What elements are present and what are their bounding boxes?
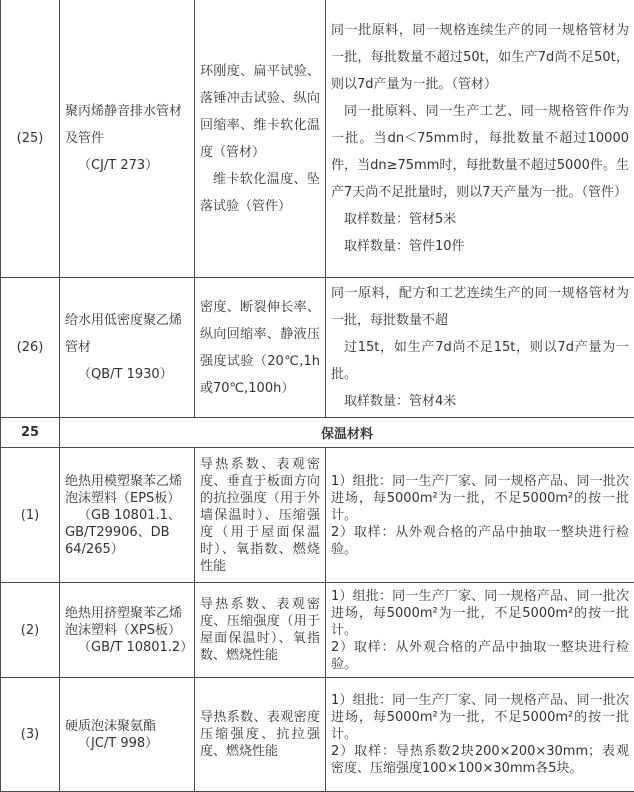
section-number: 25 xyxy=(1,418,60,448)
test-items-cell xyxy=(195,278,326,418)
product-name: 绝热用挤塑聚苯乙烯泡沫塑料（XPS板） xyxy=(65,605,189,639)
product-name-cell xyxy=(60,678,195,792)
sampling-rule: 2）取样：从外观合格的产品中抽取一整块进行检验。 xyxy=(331,524,629,558)
test-items: 导热系数、表观密度、垂直于板面方向的抗拉强度（用于外墙保温时）、压缩强度（用于屋面保温时）、氧指数、燃烧性能 xyxy=(200,456,320,575)
sampling-rules-cell xyxy=(326,278,634,418)
section-title: 保温材料 xyxy=(60,418,634,448)
row-number: (1) xyxy=(1,448,60,583)
sampling-rule: 同一原料，配方和工艺连续生产的同一规格管材为一批，每批数量不超 xyxy=(331,280,629,334)
test-items-cell xyxy=(195,448,326,583)
product-name: 绝热用模塑聚苯乙烯泡沫塑料（EPS板） xyxy=(65,473,189,507)
sampling-rule: 2）取样：从外观合格的产品中抽取一整块进行检验。 xyxy=(331,639,629,673)
batch-rule: 1）组批：同一生产厂家、同一规格产品、同一批次进场，每5000m²为一批，不足5000m²的按一批计。 xyxy=(331,588,629,639)
sampling-rule: 取样数量：管材5米 xyxy=(331,206,629,233)
test-items-cell xyxy=(195,678,326,792)
test-items-cell xyxy=(195,0,326,278)
test-items: 导热系数、表观密度压缩强度、抗拉强度、燃烧性能 xyxy=(200,709,320,760)
product-name-cell xyxy=(60,0,195,278)
standard-code: （CJ/T 273） xyxy=(65,152,189,179)
table-row xyxy=(1,448,634,583)
product-name-cell xyxy=(60,278,195,418)
row-number: (2) xyxy=(1,583,60,678)
test-items: 环刚度、扁平试验、落锤冲击试验、纵向回缩率、维卡软化温度（管材） xyxy=(200,58,320,166)
row-number: (3) xyxy=(1,678,60,792)
product-name-cell xyxy=(60,448,195,583)
product-name: 给水用低密度聚乙烯管材 xyxy=(65,307,189,361)
sampling-rules-cell xyxy=(326,448,634,583)
standard-code: （GB 10801.1、GB/T29906、DB 64/265） xyxy=(65,507,189,558)
sampling-rules-cell xyxy=(326,678,634,792)
sampling-rules-cell xyxy=(326,0,634,278)
product-name-cell xyxy=(60,583,195,678)
standard-code: （JC/T 998） xyxy=(65,735,189,752)
table-row xyxy=(1,678,634,792)
table-row xyxy=(1,0,634,278)
standard-code: （GB/T 10801.2） xyxy=(65,639,189,656)
row-number: (26) xyxy=(1,278,60,418)
test-items-cell xyxy=(195,583,326,678)
sampling-rule: 同一批原料，同一规格连续生产的同一规格管材为一批，每批数量不超过50t，如生产7d尚不足50t，则以7d产量为一批。（管材） xyxy=(331,17,629,98)
standard-code: （QB/T 1930） xyxy=(65,361,189,388)
sampling-rule: 取样数量：管材4米 xyxy=(331,388,629,415)
section-row xyxy=(1,418,634,448)
table-row xyxy=(1,583,634,678)
table-row xyxy=(1,278,634,418)
row-number: (25) xyxy=(1,0,60,278)
batch-rule: 1）组批：同一生产厂家、同一规格产品、同一批次进场，每5000m²为一批，不足5000m²的按一批计。 xyxy=(331,473,629,524)
test-items-secondary: 维卡软化温度、坠落试验（管件） xyxy=(200,166,320,220)
batch-rule: 1）组批：同一生产厂家、同一规格产品、同一批次进场，每5000m²为一批，不足5000m²的按一批计。 xyxy=(331,692,629,743)
product-name: 聚丙烯静音排水管材及管件 xyxy=(65,98,189,152)
sampling-rule: 过15t，如生产7d尚不足15t，则以7d产量为一批。 xyxy=(331,334,629,388)
sampling-rule: 同一批原料、同一生产工艺、同一规格管件作为一批。当dn＜75mm时，每批数量不超过10000件，当dn≥75mm时，每批数量不超过5000件。生产7天尚不足批量时，则以7天产量为一批。（管件） xyxy=(331,98,629,206)
sampling-rules-cell xyxy=(326,583,634,678)
test-items: 导热系数、表观密度、压缩强度（用于屋面保温时）、氧指数、燃烧性能 xyxy=(200,596,320,664)
product-name: 硬质泡沫聚氨酯 xyxy=(65,718,189,735)
test-items: 密度、断裂伸长率、纵向回缩率、静液压强度试验（20℃,1h或70℃,100h） xyxy=(200,294,320,402)
sampling-rule: 2）取样：导热系数2块200×200×30mm；表观密度、压缩强度100×100×30mm各5块。 xyxy=(331,743,629,777)
sampling-rule: 取样数量：管件10件 xyxy=(331,233,629,260)
